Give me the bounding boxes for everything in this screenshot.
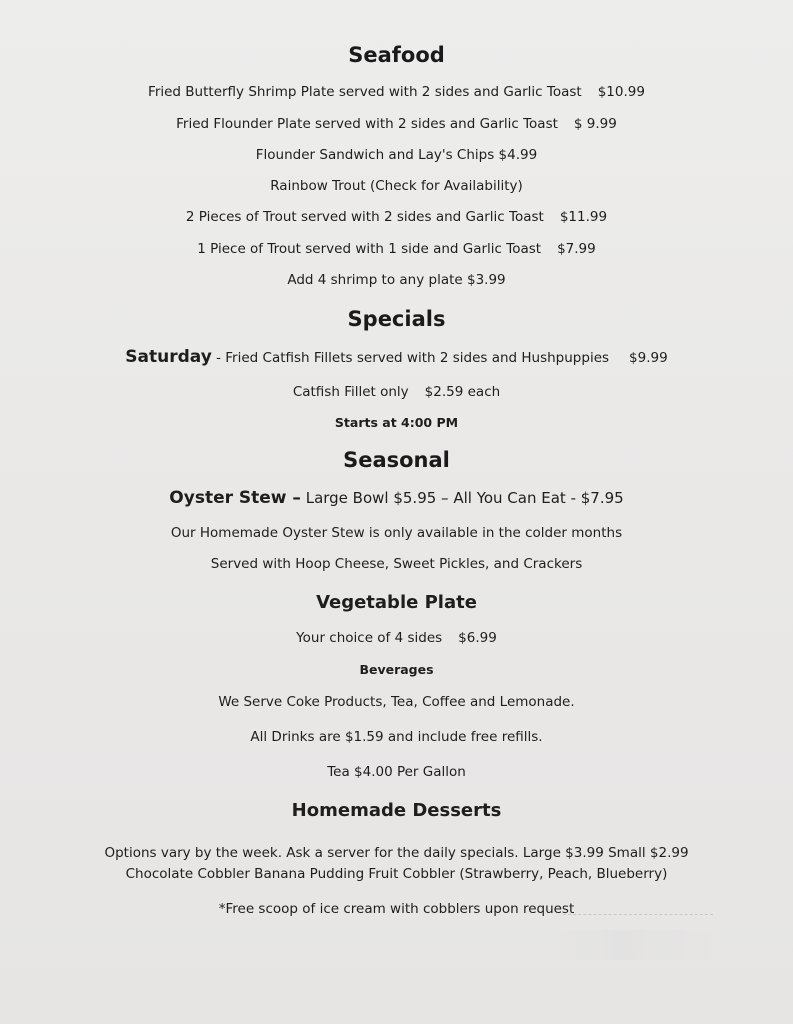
fillet-item: [0, 383, 793, 401]
menu-item-price: $10.99: [597, 84, 645, 100]
beverages-heading: Beverages: [359, 662, 434, 677]
beverage-line: All Drinks are $1.59 and include free refills.: [250, 729, 543, 745]
menu-item-price: $7.99: [557, 241, 596, 257]
dessert-line: Chocolate Cobbler Banana Pudding Fruit Cobbler (Strawberry, Peach, Blueberry): [125, 866, 668, 882]
menu-item: [0, 208, 793, 226]
seasonal-note: Our Homemade Oyster Stew is only available in the colder months: [170, 525, 623, 541]
specials-heading: Specials: [347, 307, 446, 331]
seafood-heading: Seafood: [348, 43, 445, 67]
fillet-text: Catfish Fillet only: [292, 384, 409, 400]
saturday-text: - Fried Catfish Fillets served with 2 sides and Hushpuppies: [211, 350, 610, 366]
beverage-line: Tea $4.00 Per Gallon: [327, 764, 466, 780]
saturday-special: [0, 348, 793, 367]
vegetable-text: Your choice of 4 sides: [296, 630, 443, 646]
saturday-price: $9.99: [629, 350, 668, 366]
dessert-note: *Free scoop of ice cream with cobblers upon request: [218, 901, 575, 917]
oyster-stew-label: Oyster Stew –: [169, 488, 301, 508]
oyster-stew-text: Large Bowl $5.95 – All You Can Eat - $7.95: [300, 489, 624, 507]
oyster-stew: [0, 489, 793, 507]
dessert-line: Options vary by the week. Ask a server for the daily specials. Large $3.99 Small $2.99: [104, 845, 689, 861]
vegetable-heading: Vegetable Plate: [316, 592, 477, 613]
menu-item-text: Fried Flounder Plate served with 2 sides and Garlic Toast: [176, 116, 558, 132]
menu-item: [0, 177, 793, 195]
menu-item: [0, 115, 793, 133]
menu-item-price: $11.99: [559, 209, 608, 225]
fillet-price: $2.59 each: [424, 384, 501, 400]
menu-item: [0, 146, 793, 164]
saturday-label: Saturday: [125, 347, 212, 367]
faint-divider: [563, 914, 713, 915]
menu-item-text: Fried Butterfly Shrimp Plate served with 2 sides and Garlic Toast: [148, 84, 582, 100]
paper-smudge: [555, 930, 715, 960]
menu-item: [0, 271, 793, 289]
menu-item-text: Rainbow Trout (Check for Availability): [270, 178, 523, 194]
seasonal-heading: Seasonal: [343, 448, 450, 472]
vegetable-price: $6.99: [458, 630, 497, 646]
beverage-line: We Serve Coke Products, Tea, Coffee and Lemonade.: [218, 694, 575, 710]
menu-item-text: Add 4 shrimp to any plate $3.99: [287, 272, 506, 288]
menu-item: [0, 240, 793, 258]
menu-item-text: 2 Pieces of Trout served with 2 sides and Garlic Toast: [185, 209, 544, 225]
desserts-heading: Homemade Desserts: [291, 800, 502, 821]
menu-item-text: Flounder Sandwich and Lay's Chips $4.99: [255, 147, 538, 163]
seasonal-note: Served with Hoop Cheese, Sweet Pickles, and Crackers: [210, 556, 583, 572]
menu-item: [0, 83, 793, 101]
starts-time: Starts at 4:00 PM: [334, 415, 459, 430]
menu-item-text: 1 Piece of Trout served with 1 side and Garlic Toast: [197, 241, 542, 257]
menu-item-price: $ 9.99: [573, 116, 617, 132]
vegetable-item: [0, 629, 793, 647]
